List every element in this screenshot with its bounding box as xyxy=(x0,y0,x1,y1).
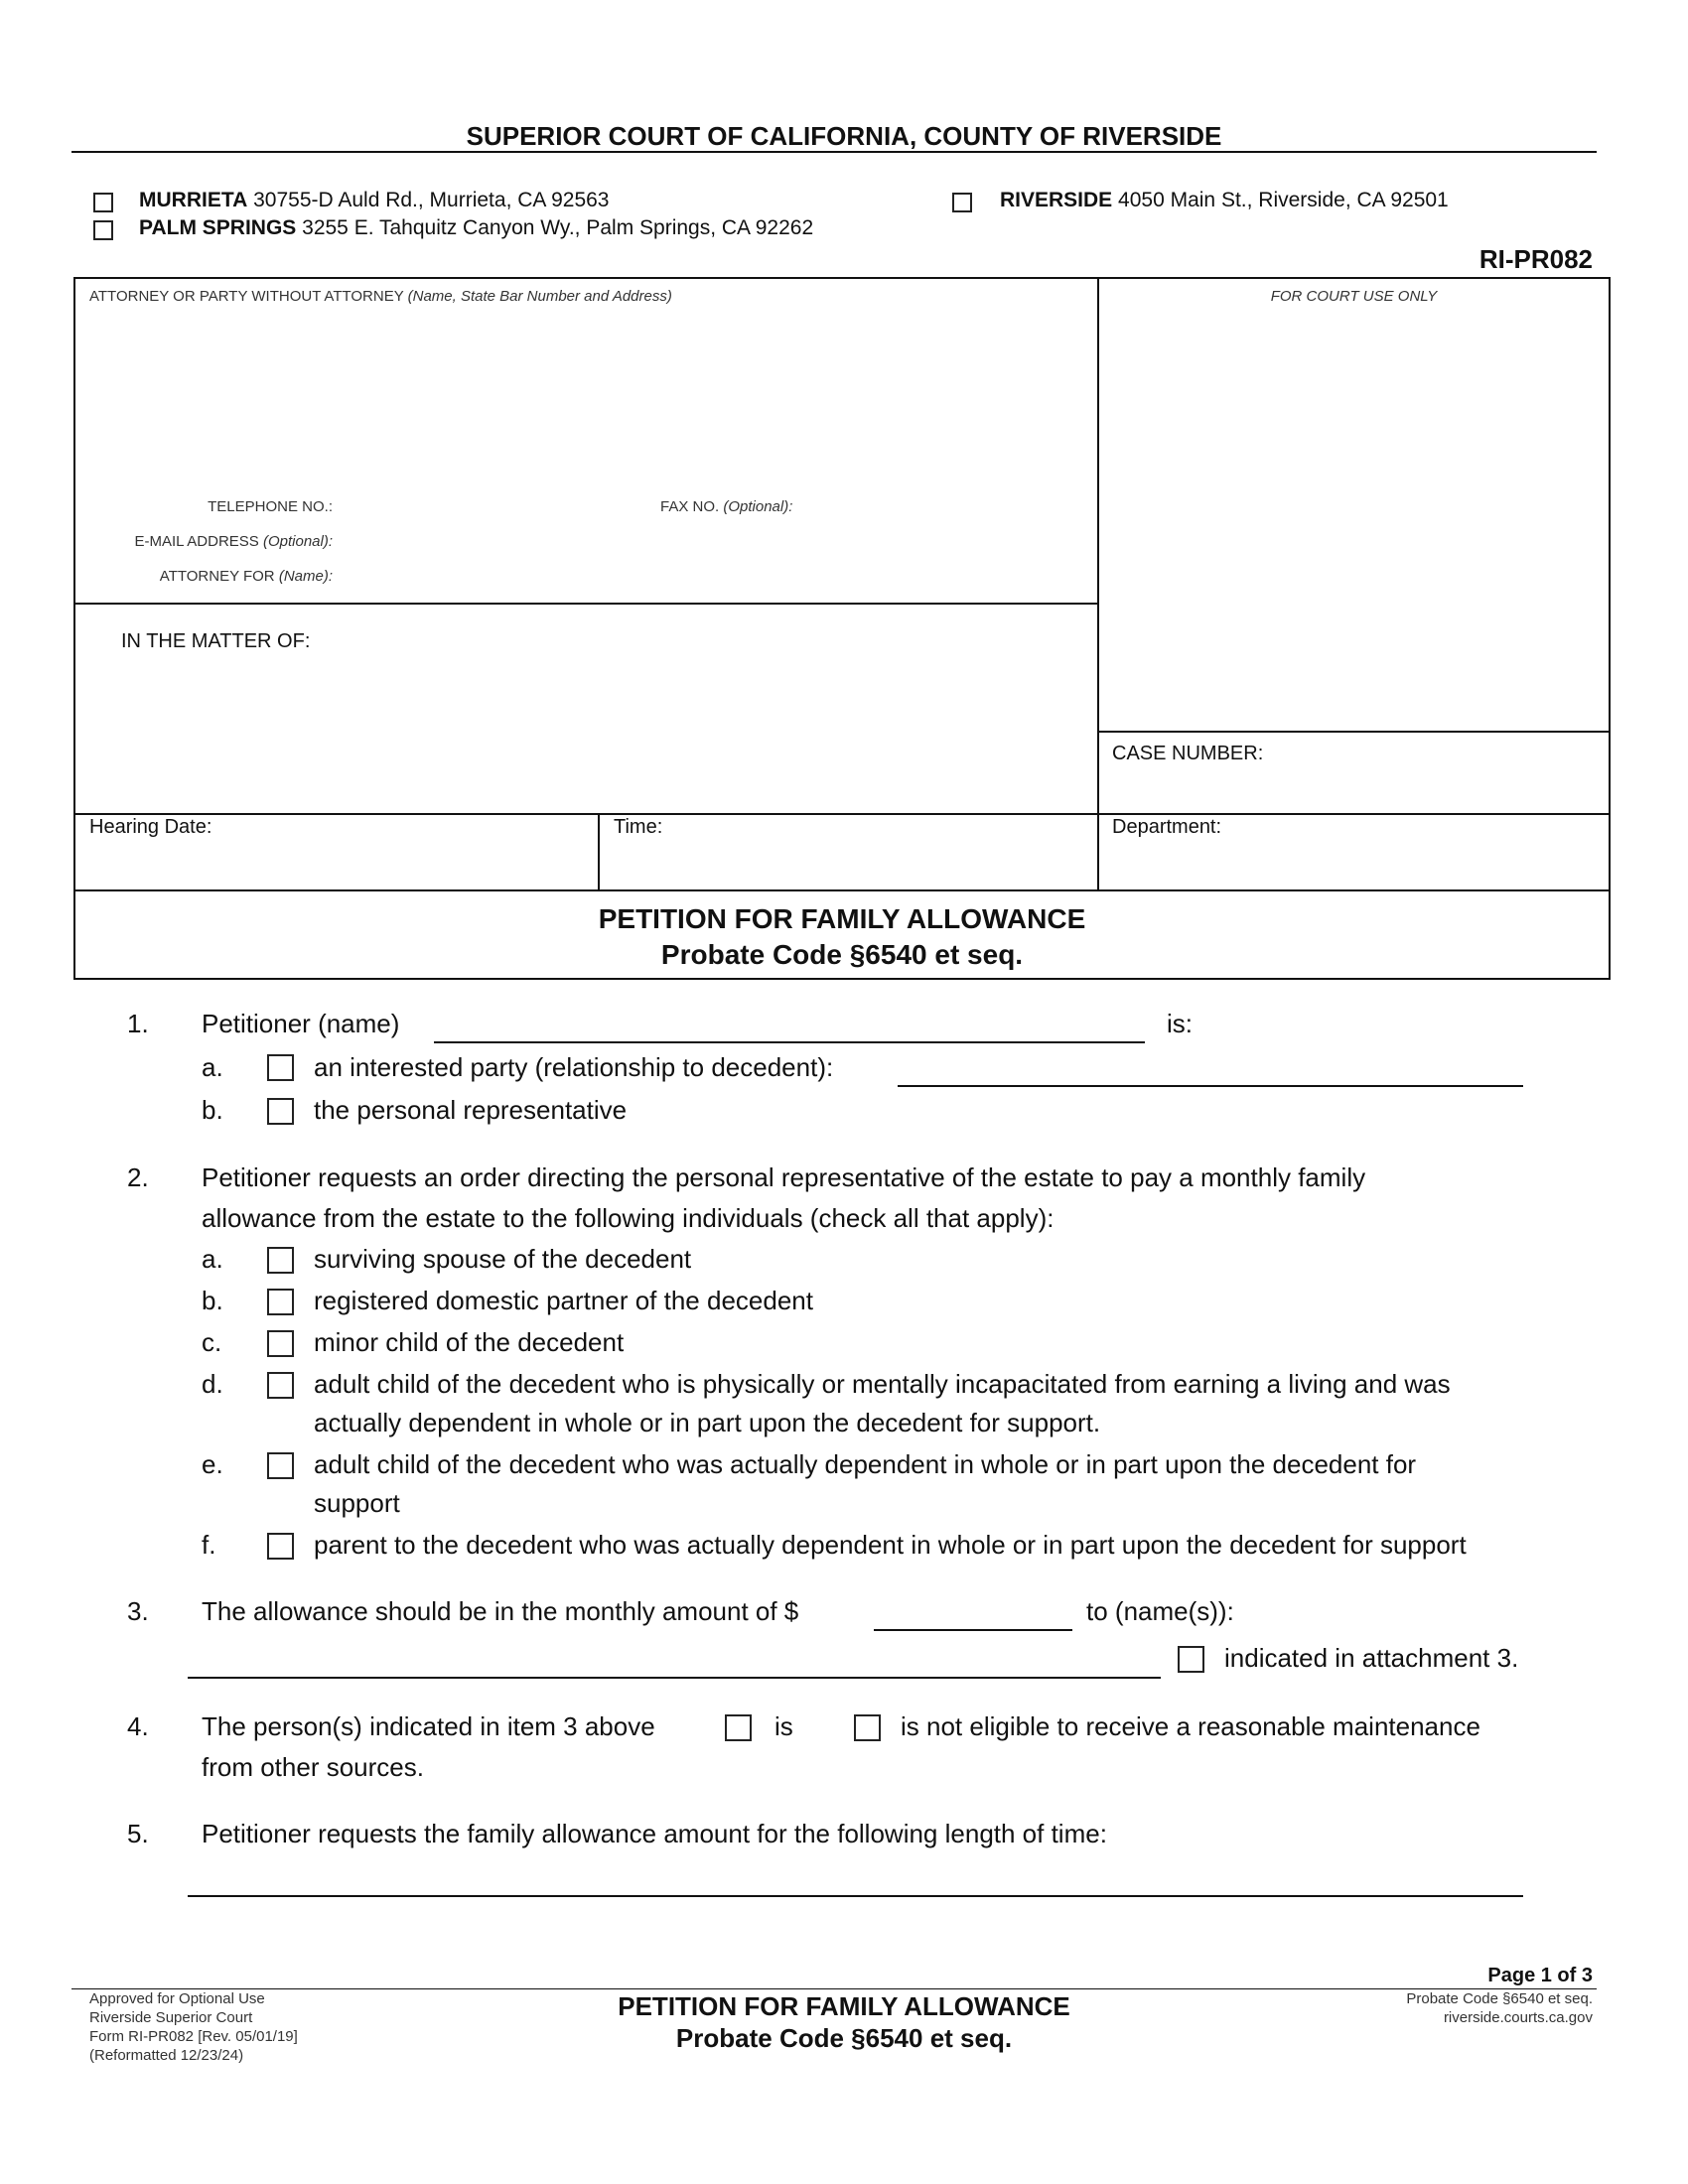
riverside-address: 4050 Main St., Riverside, CA 92501 xyxy=(1118,189,1449,211)
item-1b-letter: b. xyxy=(202,1095,223,1125)
fax-label-hint: (Optional): xyxy=(723,498,793,515)
header-rule xyxy=(71,151,1597,153)
item-1-number: 1. xyxy=(127,1009,149,1038)
item-2e-letter: e. xyxy=(202,1449,223,1479)
footer-right xyxy=(1406,1989,1593,2027)
item-1a-text: an interested party (relationship to decedent): xyxy=(314,1052,834,1082)
personal-representative-checkbox[interactable] xyxy=(267,1098,294,1125)
murrieta-address: 30755-D Auld Rd., Murrieta, CA 92563 xyxy=(253,189,610,211)
item-4-is: is xyxy=(774,1711,793,1741)
footer-left-line: Riverside Superior Court xyxy=(89,2009,253,2026)
item-4-text: The person(s) indicated in item 3 above xyxy=(202,1711,655,1741)
palm-springs-name: PALM SPRINGS xyxy=(139,216,297,239)
item-2a-letter: a. xyxy=(202,1244,223,1274)
footer-rule xyxy=(71,1988,1597,1989)
attorney-for-label xyxy=(160,568,333,585)
email-label xyxy=(134,533,333,550)
item-2d-text: adult child of the decedent who is physically or mentally incapacitated from earning a living and was xyxy=(314,1369,1451,1399)
domestic-partner-checkbox[interactable] xyxy=(267,1289,294,1315)
item-1b-text: the personal representative xyxy=(314,1095,628,1125)
hearing-date-label: Hearing Date: xyxy=(89,816,212,838)
hearing-row-bottom-rule xyxy=(73,889,1611,891)
court-use-label: FOR COURT USE ONLY xyxy=(1270,288,1438,305)
telephone-label: TELEPHONE NO.: xyxy=(208,498,333,515)
fax-label-text: FAX NO. xyxy=(660,498,720,515)
attorney-bottom-rule xyxy=(73,603,1097,605)
footer-left-line: Approved for Optional Use xyxy=(89,1990,265,2007)
item-5-text: Petitioner requests the family allowance amount for the following length of time: xyxy=(202,1819,1107,1848)
item-2c-letter: c. xyxy=(202,1327,222,1357)
item-2d-text-cont: actually dependent in whole or in part upon the decedent for support. xyxy=(314,1408,1101,1437)
palm-springs-checkbox[interactable] xyxy=(93,220,113,240)
incapacitated-adult-child-checkbox[interactable] xyxy=(267,1372,294,1399)
footer-title: PETITION FOR FAMILY ALLOWANCE xyxy=(618,1991,1070,2021)
item-3-text: The allowance should be in the monthly amount of $ xyxy=(202,1596,799,1626)
item-4-line2: from other sources. xyxy=(202,1752,424,1782)
minor-child-checkbox[interactable] xyxy=(267,1330,294,1357)
telephone-input[interactable] xyxy=(338,494,635,518)
footer-right-line: riverside.courts.ca.gov xyxy=(1443,2009,1593,2026)
item-2f-text: parent to the decedent who was actually dependent in whole or in part upon the decedent for support xyxy=(314,1530,1467,1560)
footer-left-line: Form RI-PR082 [Rev. 05/01/19] xyxy=(89,2028,298,2045)
item-3-to-names: to (name(s)): xyxy=(1086,1596,1234,1626)
attorney-label-hint: (Name, State Bar Number and Address) xyxy=(407,288,672,305)
riverside-location xyxy=(1000,189,1449,212)
item-2a-text: surviving spouse of the decedent xyxy=(314,1244,692,1274)
relationship-line[interactable] xyxy=(898,1085,1523,1087)
attorney-label-text: ATTORNEY OR PARTY WITHOUT ATTORNEY xyxy=(89,288,404,305)
case-row-bottom-rule xyxy=(73,813,1611,815)
email-label-text: E-MAIL ADDRESS xyxy=(134,533,259,550)
surviving-spouse-checkbox[interactable] xyxy=(267,1247,294,1274)
item-4-is-not: is not eligible to receive a reasonable maintenance xyxy=(901,1711,1480,1741)
form-number: RI-PR082 xyxy=(1478,244,1593,274)
petitioner-name-line[interactable] xyxy=(434,1041,1145,1047)
riverside-checkbox[interactable] xyxy=(952,193,972,212)
caption-box xyxy=(73,277,1611,980)
item-2f-letter: f. xyxy=(202,1530,216,1560)
dependent-parent-checkbox[interactable] xyxy=(267,1533,294,1560)
item-2b-letter: b. xyxy=(202,1286,223,1315)
email-label-hint: (Optional): xyxy=(262,533,333,550)
is-not-eligible-checkbox[interactable] xyxy=(854,1714,881,1741)
item-2d-letter: d. xyxy=(202,1369,223,1399)
form-subtitle: Probate Code §6540 et seq. xyxy=(660,939,1024,970)
fax-label xyxy=(660,498,792,515)
item-4-number: 4. xyxy=(127,1711,149,1741)
riverside-name: RIVERSIDE xyxy=(1000,189,1113,211)
murrieta-location xyxy=(139,189,609,212)
hearing-time-divider xyxy=(598,813,600,890)
caption-divider-vertical xyxy=(1097,277,1099,890)
murrieta-name: MURRIETA xyxy=(139,189,248,211)
footer-subtitle: Probate Code §6540 et seq. xyxy=(675,2023,1013,2053)
length-of-time-line[interactable] xyxy=(188,1895,1523,1897)
item-3-attachment: indicated in attachment 3. xyxy=(1224,1643,1519,1673)
attorney-label xyxy=(89,288,672,305)
attorney-for-label-hint: (Name): xyxy=(278,568,333,585)
allowance-names-line[interactable] xyxy=(188,1677,1161,1679)
murrieta-checkbox[interactable] xyxy=(93,193,113,212)
item-3-number: 3. xyxy=(127,1596,149,1626)
attorney-for-label-text: ATTORNEY FOR xyxy=(159,568,275,585)
item-2e-text: adult child of the decedent who was actually dependent in whole or in part upon the decedent for xyxy=(314,1449,1417,1479)
item-2c-text: minor child of the decedent xyxy=(314,1327,625,1357)
item-5-number: 5. xyxy=(127,1819,149,1848)
time-label: Time: xyxy=(614,816,663,838)
case-number-label: CASE NUMBER: xyxy=(1112,743,1264,764)
is-eligible-checkbox[interactable] xyxy=(725,1714,752,1741)
item-2-line1: Petitioner requests an order directing the personal representative of the estate to pay a monthly family xyxy=(202,1162,1366,1192)
footer-right-line: Probate Code §6540 et seq. xyxy=(1406,1990,1593,2007)
item-2-number: 2. xyxy=(127,1162,149,1192)
monthly-amount-line[interactable] xyxy=(874,1629,1072,1631)
department-label: Department: xyxy=(1112,816,1222,838)
footer-left-line: (Reformatted 12/23/24) xyxy=(89,2047,244,2064)
item-2e-text-cont: support xyxy=(314,1488,400,1518)
interested-party-checkbox[interactable] xyxy=(267,1054,294,1081)
item-1-text: Petitioner (name) xyxy=(202,1009,400,1038)
attachment-3-checkbox[interactable] xyxy=(1178,1646,1204,1673)
in-the-matter-label: IN THE MATTER OF: xyxy=(121,630,311,652)
form-title: PETITION FOR FAMILY ALLOWANCE xyxy=(598,903,1086,934)
item-2b-text: registered domestic partner of the decedent xyxy=(314,1286,813,1315)
item-1a-letter: a. xyxy=(202,1052,223,1082)
item-1-is: is: xyxy=(1167,1009,1193,1038)
palm-springs-location xyxy=(139,216,813,240)
dependent-adult-child-checkbox[interactable] xyxy=(267,1452,294,1479)
court-name: SUPERIOR COURT OF CALIFORNIA, COUNTY OF RIVERSIDE xyxy=(466,121,1222,151)
palm-springs-address: 3255 E. Tahquitz Canyon Wy., Palm Springs, CA 92262 xyxy=(302,216,814,239)
page-number: Page 1 of 3 xyxy=(1487,1965,1593,1986)
court-use-bottom-rule xyxy=(1097,731,1611,733)
item-2-line2: allowance from the estate to the following individuals (check all that apply): xyxy=(202,1203,1055,1233)
